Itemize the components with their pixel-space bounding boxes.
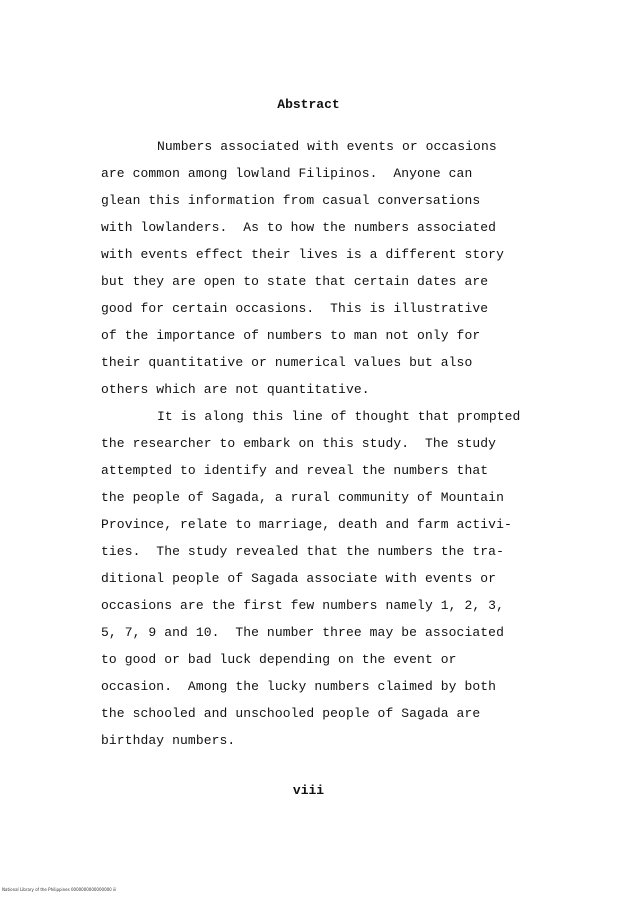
text-line-10: others which are not quantitative.: [101, 382, 370, 397]
text-line-2: are common among lowland Filipinos. Anyone can: [101, 166, 473, 181]
text-line-20: to good or bad luck depending on the event or: [101, 652, 457, 667]
text-line-1: Numbers associated with events or occasions: [157, 139, 497, 154]
text-line-13: attempted to identify and reveal the numbers that: [101, 463, 489, 478]
text-line-11: It is along this line of thought that prompted: [157, 409, 521, 424]
text-line-5: with events effect their lives is a different story: [101, 247, 504, 262]
text-line-18: occasions are the first few numbers namely 1, 2, 3,: [101, 598, 504, 613]
abstract-title: Abstract: [277, 97, 340, 112]
text-line-14: the people of Sagada, a rural community of Mountain: [101, 490, 504, 505]
text-line-21: occasion. Among the lucky numbers claimed by both: [101, 679, 497, 694]
text-line-3: glean this information from casual conversations: [101, 193, 481, 208]
text-line-4: with lowlanders. As to how the numbers associated: [101, 220, 497, 235]
text-line-17: ditional people of Sagada associate with events or: [101, 571, 497, 586]
text-line-8: of the importance of numbers to man not only for: [101, 328, 481, 343]
text-line-7: good for certain occasions. This is illustrative: [101, 301, 489, 316]
text-line-16: ties. The study revealed that the numbers the tra-: [101, 544, 504, 559]
text-line-22: the schooled and unschooled people of Sagada are: [101, 706, 481, 721]
text-line-23: birthday numbers.: [101, 733, 236, 748]
library-footer: National Library of the Philippines 0000000000000000 iii: [2, 887, 117, 892]
text-line-15: Province, relate to marriage, death and farm activi-: [101, 517, 512, 532]
text-line-19: 5, 7, 9 and 10. The number three may be associated: [101, 625, 504, 640]
text-line-9: their quantitative or numerical values but also: [101, 355, 473, 370]
text-line-12: the researcher to embark on this study. The study: [101, 436, 497, 451]
page-number: viii: [292, 783, 325, 798]
text-line-6: but they are open to state that certain dates are: [101, 274, 489, 289]
